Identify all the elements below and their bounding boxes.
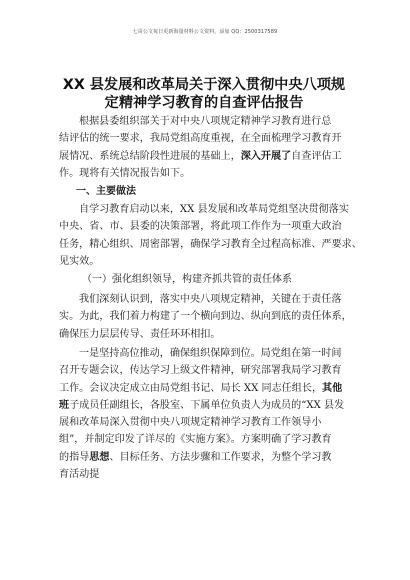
para4-line-7-bold: 思想 xyxy=(89,451,110,463)
para4-line-7 xyxy=(59,449,359,466)
subsection-heading-1: （一）强化组织领导，构建齐抓共管的责任体系 xyxy=(82,274,292,285)
para4-line-8: 育活动提 xyxy=(59,469,100,481)
intro-paragraph xyxy=(59,113,359,182)
intro-line-3 xyxy=(59,148,359,165)
section-heading-main-practices: 一、主要做法 xyxy=(76,186,136,197)
intro-line-4: 作。现将有关情况报告如下。 xyxy=(59,167,191,179)
paragraph-2 xyxy=(59,201,362,270)
para4-line-3 xyxy=(59,380,359,397)
para4-line-7-tail: 、目标任务、方法步骤和工作要求，为整个学习教 xyxy=(109,451,332,463)
para3-line-1: 我们深刻认识到，落实中央八项规定精神，关键在于责任落 xyxy=(79,294,342,305)
para4-line-4-text: 子成员任副组长，各股室、下属单位负责人为成员的“XX 县发 xyxy=(69,399,345,411)
para4-line-4 xyxy=(59,397,359,414)
para3-line-3: 确保压力层层传导、责任环环相扣。 xyxy=(59,328,221,340)
para2-line-2: 中央、省、市、县委的决策部署，将此项工作作为一项重大政治 xyxy=(59,221,342,233)
intro-line-2: 结评估的统一要求，我局党组高度重视，在全面梳理学习教育开 xyxy=(59,133,342,145)
document-title-line-2: 定精神学习教育的自查评估报告 xyxy=(104,95,304,111)
para2-line-4: 见实效。 xyxy=(59,255,100,267)
intro-line-3-bold: 深入开展了 xyxy=(240,150,292,162)
paragraph-3 xyxy=(59,291,359,343)
header-note: 七哥公文每日更新海量材料公文资料，添加 QQ：2500317589 xyxy=(132,29,278,35)
para2-line-3: 任务，精心组织、周密部署，确保学习教育全过程高标准、严要求、 xyxy=(59,238,362,250)
para4-line-7-text: 的指导 xyxy=(59,451,90,463)
para4-line-3-text: 工作。会议决定成立由局党组书记、局长 XX 同志任组长， xyxy=(59,382,323,394)
para4-line-2: 召开专题会议，传达学习上级文件精神，研究部署我局学习教育 xyxy=(59,365,342,377)
para4-line-1: 一是坚持高位推动，确保组织保障到位。局党组在第一时间 xyxy=(79,348,342,359)
para4-line-5: 展和改革局深入贯彻中央八项规定精神学习教育工作领导小 xyxy=(59,417,322,429)
intro-line-3-tail: 自查评估工 xyxy=(291,150,342,162)
para2-line-1: 自学习教育启动以来，XX 县发展和改革局党组坚决贯彻落实 xyxy=(79,204,349,215)
intro-line-1: 根据县委组织部关于对中央八项规定精神学习教育进行总 xyxy=(79,116,332,127)
para3-line-2: 实。为此，我们着力构建了一个横向到边、纵向到底的责任体系， xyxy=(59,311,352,323)
para4-line-4-bold: 班 xyxy=(59,399,70,411)
intro-line-3-text: 展情况、系统总结阶段性进展的基础上， xyxy=(59,150,241,162)
para4-line-6: 组”，并制定印发了详尽的《实施方案》。方案明确了学习教育 xyxy=(59,434,332,446)
document-title-line-1: XX 县发展和改革局关于深入贯彻中央八项规 xyxy=(62,77,346,93)
para4-line-3-bold: 其他 xyxy=(322,382,343,394)
paragraph-4 xyxy=(59,345,359,483)
